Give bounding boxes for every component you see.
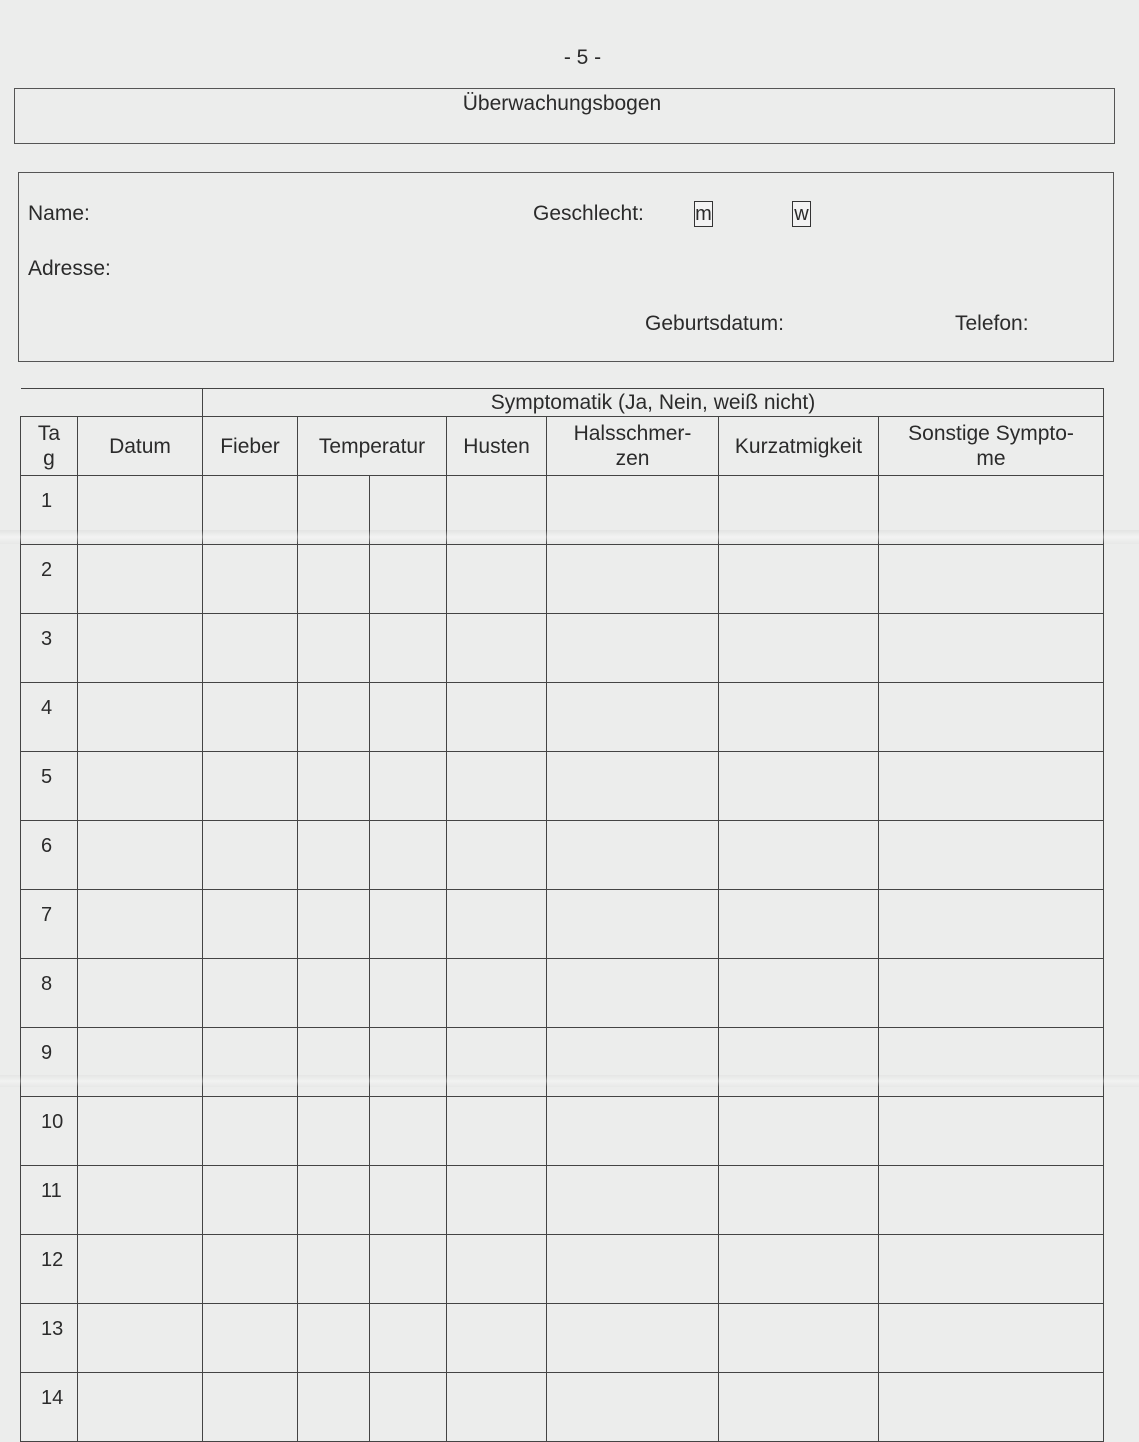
table-body — [21, 476, 1104, 1442]
day-number: 9 — [21, 1028, 78, 1097]
col-fever-header: Fieber — [203, 417, 298, 476]
other-symptoms-cell[interactable] — [879, 1304, 1104, 1373]
fever-cell[interactable] — [203, 614, 298, 683]
temperature-cell-a[interactable] — [298, 476, 370, 545]
cough-cell[interactable] — [447, 614, 547, 683]
day-number: 5 — [21, 752, 78, 821]
cough-cell[interactable] — [447, 1373, 547, 1442]
shortness-of-breath-cell[interactable] — [719, 1304, 879, 1373]
cough-cell[interactable] — [447, 821, 547, 890]
temperature-cell-b[interactable] — [370, 476, 447, 545]
fever-cell[interactable] — [203, 1304, 298, 1373]
table-row — [21, 890, 1104, 959]
other-symptoms-cell[interactable] — [879, 683, 1104, 752]
temperature-cell-b[interactable] — [370, 1097, 447, 1166]
name-label: Name: — [28, 202, 90, 225]
day-number: 11 — [21, 1166, 78, 1235]
temperature-cell-b[interactable] — [370, 890, 447, 959]
date-cell[interactable] — [78, 1028, 203, 1097]
sore-throat-cell[interactable] — [547, 1097, 719, 1166]
date-cell[interactable] — [78, 1235, 203, 1304]
table-row — [21, 1235, 1104, 1304]
temperature-cell-a[interactable] — [298, 1028, 370, 1097]
table-row — [21, 821, 1104, 890]
temperature-cell-b[interactable] — [370, 821, 447, 890]
fever-cell[interactable] — [203, 959, 298, 1028]
other-symptoms-cell[interactable] — [879, 1373, 1104, 1442]
day-number: 4 — [21, 683, 78, 752]
col-other-header: Sonstige Sympto- me — [879, 417, 1104, 476]
temperature-cell-a[interactable] — [298, 1166, 370, 1235]
col-day-header: Ta g — [21, 417, 78, 476]
other-symptoms-cell[interactable] — [879, 959, 1104, 1028]
cough-cell[interactable] — [447, 545, 547, 614]
col-date-header: Datum — [78, 417, 203, 476]
date-cell[interactable] — [78, 683, 203, 752]
gender-w-checkbox[interactable]: w — [792, 201, 811, 227]
date-cell[interactable] — [78, 1373, 203, 1442]
day-number: 7 — [21, 890, 78, 959]
sore-throat-cell[interactable] — [547, 890, 719, 959]
cough-cell[interactable] — [447, 1166, 547, 1235]
address-label: Adresse: — [28, 257, 111, 280]
form-title: Überwachungsbogen — [462, 92, 662, 115]
temperature-cell-b[interactable] — [370, 614, 447, 683]
table-row — [21, 1373, 1104, 1442]
temperature-cell-b[interactable] — [370, 1304, 447, 1373]
date-cell[interactable] — [78, 1097, 203, 1166]
title-box — [14, 88, 1115, 144]
sore-throat-cell[interactable] — [547, 476, 719, 545]
table-row — [21, 959, 1104, 1028]
fever-cell[interactable] — [203, 1166, 298, 1235]
sore-throat-cell[interactable] — [547, 821, 719, 890]
day-number: 12 — [21, 1235, 78, 1304]
shortness-of-breath-cell[interactable] — [719, 752, 879, 821]
sore-throat-cell[interactable] — [547, 1028, 719, 1097]
table-row — [21, 752, 1104, 821]
sore-throat-cell[interactable] — [547, 545, 719, 614]
day-number: 2 — [21, 545, 78, 614]
other-symptoms-cell[interactable] — [879, 821, 1104, 890]
sore-throat-cell[interactable] — [547, 614, 719, 683]
temperature-cell-b[interactable] — [370, 545, 447, 614]
temperature-cell-a[interactable] — [298, 890, 370, 959]
other-symptoms-cell[interactable] — [879, 1235, 1104, 1304]
sore-throat-cell[interactable] — [547, 1373, 719, 1442]
fever-cell[interactable] — [203, 890, 298, 959]
sore-throat-cell[interactable] — [547, 959, 719, 1028]
shortness-of-breath-cell[interactable] — [719, 1373, 879, 1442]
other-symptoms-cell[interactable] — [879, 476, 1104, 545]
temperature-cell-a[interactable] — [298, 821, 370, 890]
day-number: 1 — [21, 476, 78, 545]
column-header-row — [21, 417, 1104, 476]
sore-throat-cell[interactable] — [547, 683, 719, 752]
sore-throat-cell[interactable] — [547, 752, 719, 821]
date-cell[interactable] — [78, 752, 203, 821]
other-symptoms-cell[interactable] — [879, 890, 1104, 959]
temperature-cell-b[interactable] — [370, 959, 447, 1028]
symptom-table — [20, 388, 1104, 1442]
shortness-of-breath-cell[interactable] — [719, 545, 879, 614]
cough-cell[interactable] — [447, 1304, 547, 1373]
cough-cell[interactable] — [447, 476, 547, 545]
day-number: 14 — [21, 1373, 78, 1442]
date-cell[interactable] — [78, 821, 203, 890]
temperature-cell-a[interactable] — [298, 1373, 370, 1442]
date-cell[interactable] — [78, 545, 203, 614]
other-symptoms-cell[interactable] — [879, 545, 1104, 614]
fever-cell[interactable] — [203, 1097, 298, 1166]
date-cell[interactable] — [78, 1166, 203, 1235]
shortness-of-breath-cell[interactable] — [719, 476, 879, 545]
sore-throat-cell[interactable] — [547, 1235, 719, 1304]
day-number: 8 — [21, 959, 78, 1028]
table-row — [21, 1097, 1104, 1166]
temperature-cell-b[interactable] — [370, 1373, 447, 1442]
shortness-of-breath-cell[interactable] — [719, 1235, 879, 1304]
date-cell[interactable] — [78, 476, 203, 545]
cough-cell[interactable] — [447, 752, 547, 821]
table-row — [21, 1304, 1104, 1373]
other-symptoms-cell[interactable] — [879, 1028, 1104, 1097]
sore-throat-cell[interactable] — [547, 1304, 719, 1373]
temperature-cell-b[interactable] — [370, 1235, 447, 1304]
day-number: 6 — [21, 821, 78, 890]
group-header-blank — [21, 389, 203, 417]
shortness-of-breath-cell[interactable] — [719, 683, 879, 752]
gender-m-checkbox[interactable]: m — [695, 203, 712, 225]
cough-cell[interactable] — [447, 1028, 547, 1097]
fever-cell[interactable] — [203, 683, 298, 752]
temperature-cell-b[interactable] — [370, 683, 447, 752]
shortness-of-breath-cell[interactable] — [719, 890, 879, 959]
col-sore-throat-header: Halsschmer- zen — [547, 417, 719, 476]
temperature-cell-a[interactable] — [298, 1097, 370, 1166]
temperature-cell-a[interactable] — [298, 1235, 370, 1304]
fever-cell[interactable] — [203, 1028, 298, 1097]
other-symptoms-cell[interactable] — [879, 1097, 1104, 1166]
temperature-cell-a[interactable] — [298, 545, 370, 614]
col-shortness-of-breath-header: Kurzatmigkeit — [719, 417, 879, 476]
date-cell[interactable] — [78, 614, 203, 683]
cough-cell[interactable] — [447, 1097, 547, 1166]
shortness-of-breath-cell[interactable] — [719, 1097, 879, 1166]
fever-cell[interactable] — [203, 821, 298, 890]
other-symptoms-cell[interactable] — [879, 752, 1104, 821]
cough-cell[interactable] — [447, 1235, 547, 1304]
temperature-cell-b[interactable] — [370, 1028, 447, 1097]
shortness-of-breath-cell[interactable] — [719, 614, 879, 683]
table-row — [21, 614, 1104, 683]
table-row — [21, 1028, 1104, 1097]
cough-cell[interactable] — [447, 890, 547, 959]
col-temperature-header: Temperatur — [298, 417, 447, 476]
table-row — [21, 476, 1104, 545]
day-number: 10 — [21, 1097, 78, 1166]
fever-cell[interactable] — [203, 752, 298, 821]
temperature-cell-a[interactable] — [298, 1304, 370, 1373]
group-header-row — [21, 389, 1104, 417]
cough-cell[interactable] — [447, 683, 547, 752]
shortness-of-breath-cell[interactable] — [719, 1028, 879, 1097]
date-cell[interactable] — [78, 959, 203, 1028]
date-cell[interactable] — [78, 890, 203, 959]
temperature-cell-a[interactable] — [298, 614, 370, 683]
table-row — [21, 545, 1104, 614]
other-symptoms-cell[interactable] — [879, 614, 1104, 683]
other-symptoms-cell[interactable] — [879, 1166, 1104, 1235]
date-cell[interactable] — [78, 1304, 203, 1373]
cough-cell[interactable] — [447, 959, 547, 1028]
symptom-group-header: Symptomatik (Ja, Nein, weiß nicht) — [203, 389, 1104, 417]
fever-cell[interactable] — [203, 476, 298, 545]
birthdate-label: Geburtsdatum: — [645, 312, 784, 335]
temperature-cell-a[interactable] — [298, 959, 370, 1028]
personal-info-box — [18, 172, 1114, 362]
fever-cell[interactable] — [203, 1373, 298, 1442]
gender-label: Geschlecht: — [533, 202, 644, 225]
day-number: 3 — [21, 614, 78, 683]
shortness-of-breath-cell[interactable] — [719, 1166, 879, 1235]
temperature-cell-b[interactable] — [370, 752, 447, 821]
fever-cell[interactable] — [203, 545, 298, 614]
table-row — [21, 1166, 1104, 1235]
temperature-cell-b[interactable] — [370, 1166, 447, 1235]
col-cough-header: Husten — [447, 417, 547, 476]
fever-cell[interactable] — [203, 1235, 298, 1304]
shortness-of-breath-cell[interactable] — [719, 821, 879, 890]
phone-label: Telefon: — [955, 312, 1029, 335]
day-number: 13 — [21, 1304, 78, 1373]
table-row — [21, 683, 1104, 752]
shortness-of-breath-cell[interactable] — [719, 959, 879, 1028]
page-number: - 5 - — [563, 46, 602, 69]
sore-throat-cell[interactable] — [547, 1166, 719, 1235]
temperature-cell-a[interactable] — [298, 683, 370, 752]
temperature-cell-a[interactable] — [298, 752, 370, 821]
